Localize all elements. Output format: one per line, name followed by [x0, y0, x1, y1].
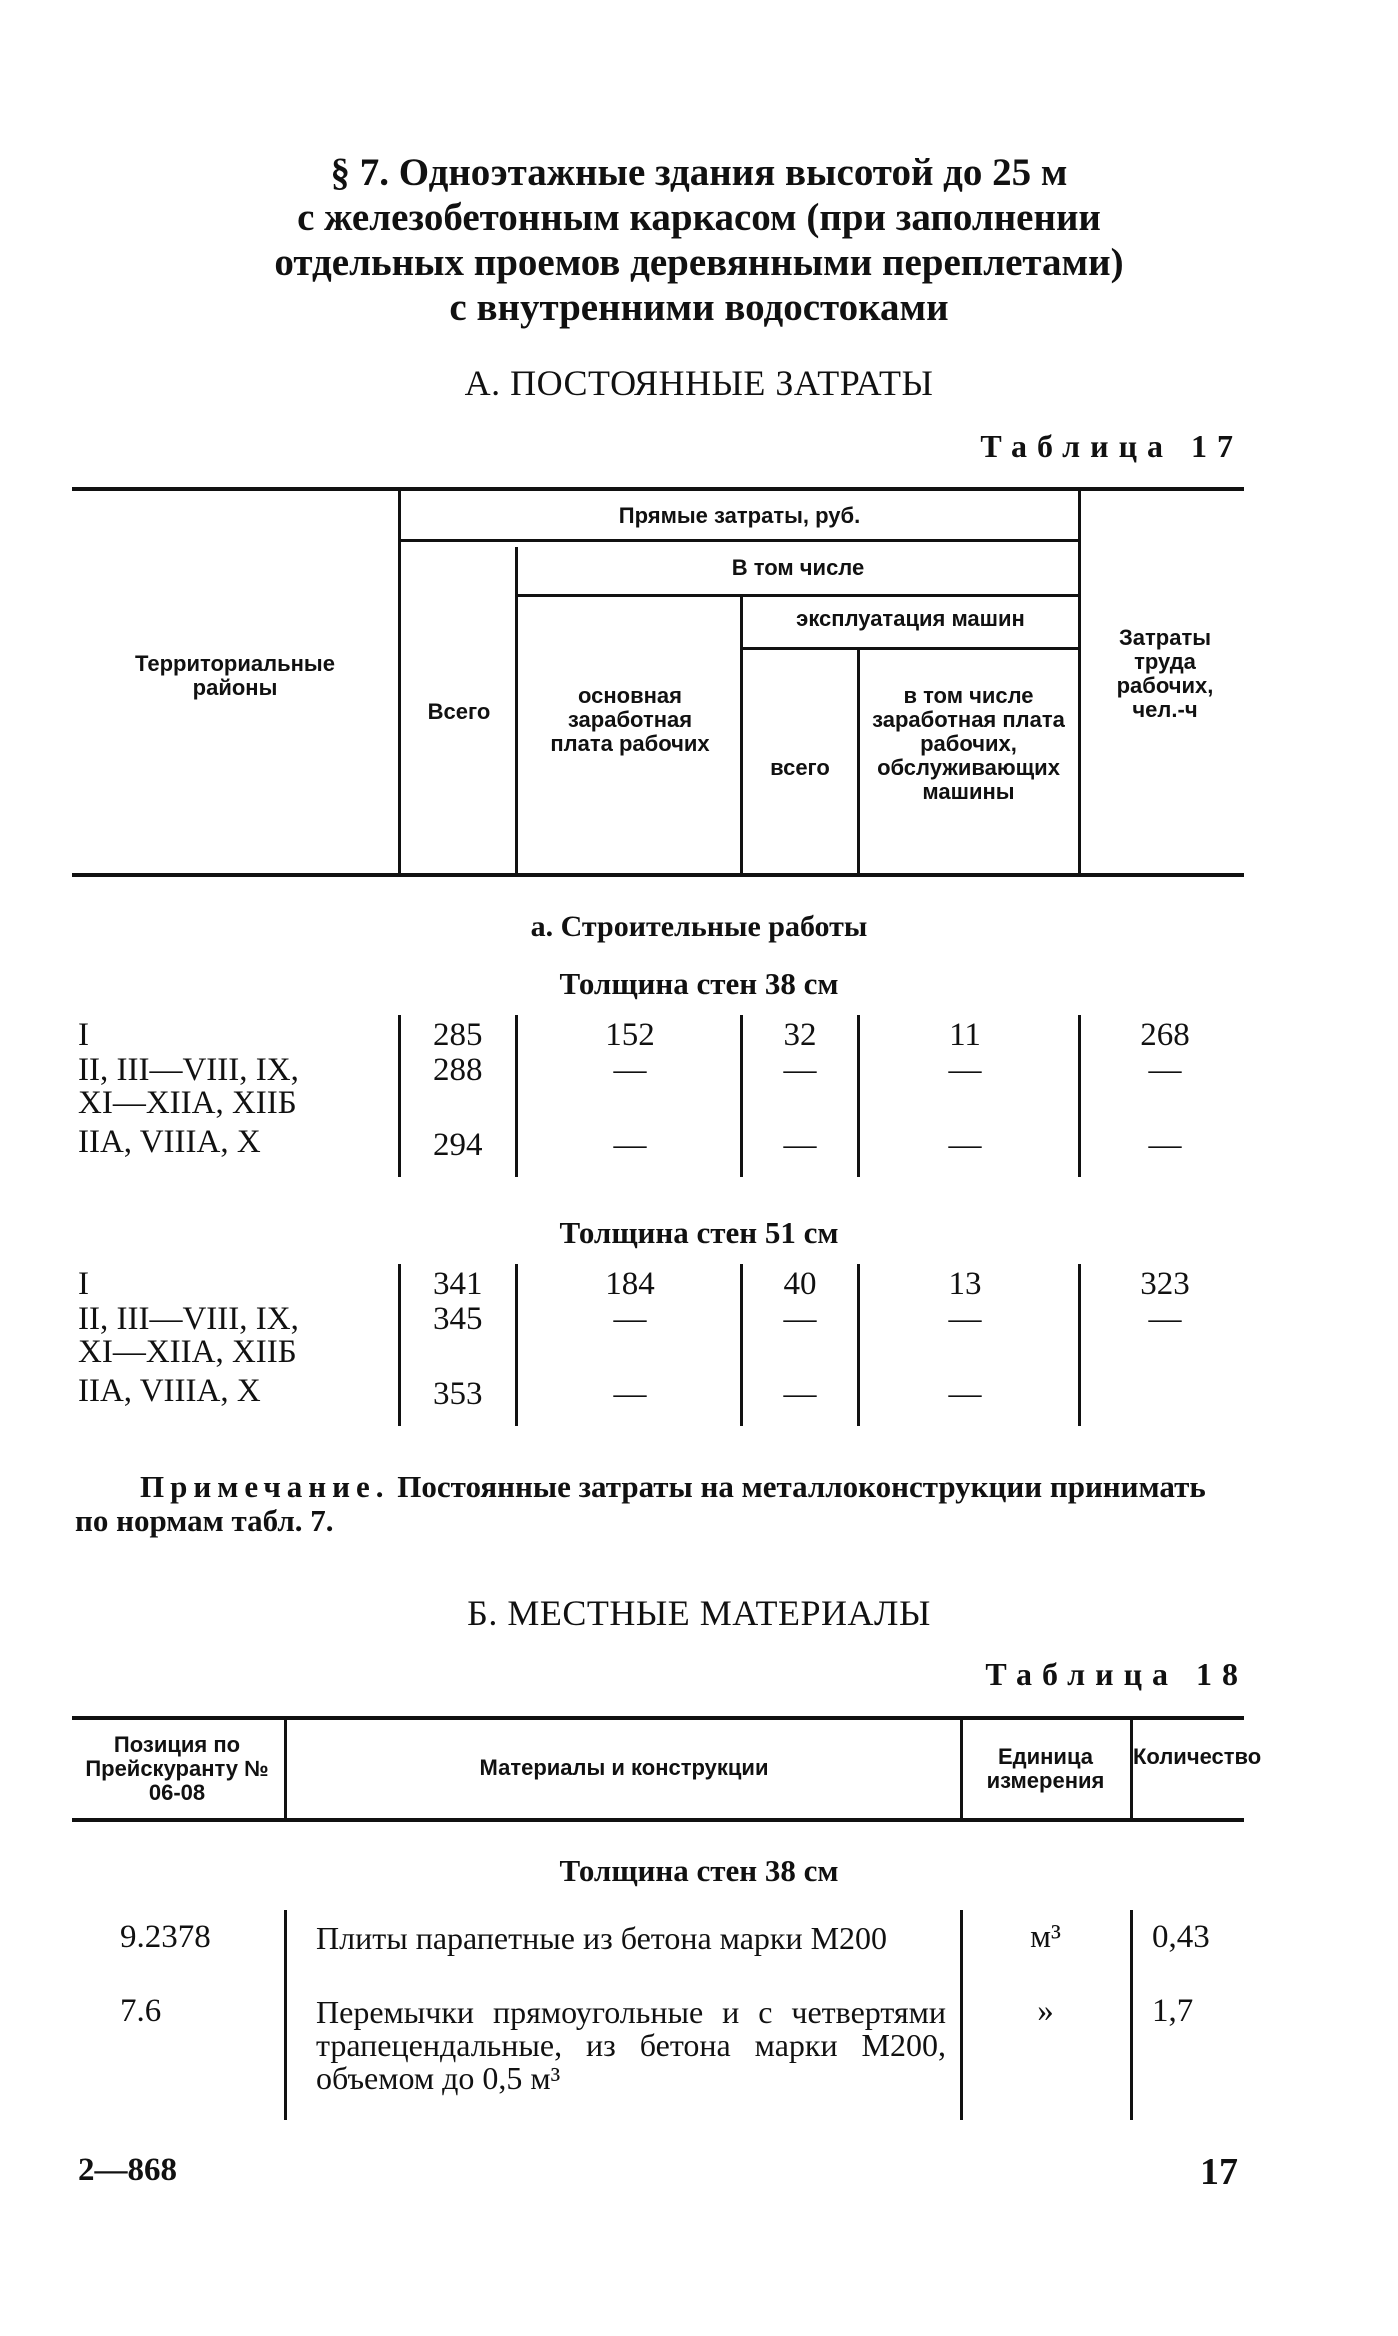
group-2-thickness: Толщина стен 51 см: [559, 1215, 839, 1250]
header-divider: [284, 1720, 287, 1818]
column-divider: [398, 1015, 401, 1177]
signature-mark: 2—868: [78, 2152, 177, 2188]
labor-cell: —: [1148, 1052, 1182, 1088]
total-cell: 294: [433, 1127, 483, 1163]
region-cell: II, III—VIII, IX,: [78, 1301, 299, 1337]
group-1-thickness: Толщина стен 38 см: [559, 966, 839, 1001]
machine-wages-cell: —: [948, 1127, 982, 1163]
total-cell: 285: [433, 1017, 483, 1053]
header-divider: [1130, 1720, 1133, 1818]
labor-cell: 323: [1140, 1266, 1190, 1302]
header-bottom-rule: [72, 1818, 1244, 1822]
header-divider: [518, 594, 1078, 597]
labor-cell: —: [1148, 1127, 1182, 1163]
page-number: 17: [1200, 2151, 1238, 2193]
machine-wages-cell: 13: [948, 1266, 982, 1302]
table-18-thickness: Толщина стен 38 см: [559, 1853, 839, 1888]
region-cell: IIA, VIIIA, X: [78, 1124, 261, 1160]
column-divider: [515, 1264, 518, 1426]
column-divider: [857, 1015, 860, 1177]
wages-cell: —: [613, 1052, 647, 1088]
wages-cell: 184: [605, 1266, 655, 1302]
table-top-rule: [72, 1716, 1244, 1720]
machine-wages-cell: 11: [949, 1017, 981, 1053]
note-label: Примечание.: [140, 1469, 390, 1504]
wages-cell: —: [613, 1376, 647, 1412]
header-bottom-rule: [72, 873, 1244, 877]
heading-line-1: § 7. Одноэтажные здания высотой до 25 м: [330, 151, 1068, 194]
table-top-rule: [72, 487, 1244, 491]
header-machine-wages: в том числе заработная плата рабочих, обслуживающих машины: [872, 683, 1065, 804]
column-divider: [1130, 1910, 1133, 2120]
machines-cell: —: [783, 1301, 817, 1337]
column-divider: [740, 1264, 743, 1426]
quantity-cell: 0,43: [1152, 1919, 1210, 1955]
column-divider: [398, 1264, 401, 1426]
header-machine-operation: эксплуатация машин: [796, 606, 1025, 631]
section-b-title: Б. МЕСТНЫЕ МАТЕРИАЛЫ: [467, 1593, 931, 1633]
section-a-title: А. ПОСТОЯННЫЕ ЗАТРАТЫ: [464, 363, 934, 403]
header-total: Всего: [427, 699, 491, 724]
region-cell: I: [78, 1017, 89, 1053]
wages-cell: —: [613, 1301, 647, 1337]
heading-line-2: с железобетонным каркасом (при заполнении: [297, 196, 1101, 239]
heading-line-4: с внутренними водостоками: [449, 286, 949, 329]
column-divider: [740, 1015, 743, 1177]
header-including: В том числе: [731, 555, 865, 580]
table-17-label: Таблица 17: [980, 428, 1243, 464]
material-cell: Перемычки прямоугольные и с четвертями трапецендальные, из бетона марки М200, объемом до 0,5 м³: [316, 1994, 946, 2096]
machines-cell: —: [783, 1052, 817, 1088]
machines-cell: 40: [783, 1266, 817, 1302]
header-divider: [398, 491, 401, 873]
total-cell: 288: [433, 1052, 483, 1088]
header-divider: [1078, 491, 1081, 873]
header-divider: [743, 647, 1078, 650]
header-quantity: Количество: [1133, 1744, 1262, 1769]
machine-wages-cell: —: [948, 1301, 982, 1337]
chapter-heading: [0, 150, 1398, 330]
unit-cell: »: [1037, 1993, 1054, 2029]
note-text: Постоянные затраты на металлоконструкции принимать по нормам табл. 7.: [75, 1469, 1206, 1538]
header-machine-total: всего: [770, 755, 830, 780]
labor-cell: —: [1148, 1301, 1182, 1337]
region-cell: II, III—VIII, IX,: [78, 1052, 299, 1088]
total-cell: 341: [433, 1266, 483, 1302]
header-base-wages: основная заработная плата рабочих: [550, 683, 710, 756]
subsection-title: а. Строительные работы: [530, 910, 868, 943]
table-17-note: [75, 1470, 1243, 1538]
quantity-cell: 1,7: [1152, 1993, 1194, 2029]
header-divider: [857, 650, 860, 873]
header-divider: [401, 539, 1078, 542]
total-cell: 345: [433, 1301, 483, 1337]
machine-wages-cell: —: [948, 1052, 982, 1088]
total-cell: 353: [433, 1376, 483, 1412]
position-cell: 7.6: [120, 1993, 162, 2029]
position-cell: 9.2378: [120, 1919, 211, 1955]
region-cell: IIA, VIIIA, X: [78, 1373, 261, 1409]
header-divider: [740, 597, 743, 873]
column-divider: [515, 1015, 518, 1177]
unit-cell: м³: [1030, 1919, 1061, 1955]
wages-cell: 152: [605, 1017, 655, 1053]
column-divider: [857, 1264, 860, 1426]
machines-cell: —: [783, 1127, 817, 1163]
machines-cell: —: [783, 1376, 817, 1412]
column-divider: [1078, 1015, 1081, 1177]
material-cell: Плиты парапетные из бетона марки М200: [316, 1920, 888, 1956]
column-divider: [1078, 1264, 1081, 1426]
machines-cell: 32: [783, 1017, 817, 1053]
labor-cell: 268: [1140, 1017, 1190, 1053]
header-regions: Территориальные районы: [135, 651, 335, 700]
header-labor: Затраты труда рабочих, чел.-ч: [1116, 625, 1214, 722]
wages-cell: —: [613, 1127, 647, 1163]
region-cell-continued: XI—XIIA, XIIБ: [78, 1334, 297, 1370]
region-cell: I: [78, 1266, 89, 1302]
region-cell-continued: XI—XIIA, XIIБ: [78, 1085, 297, 1121]
header-direct-costs: Прямые затраты, руб.: [618, 503, 861, 528]
header-position: Позиция по Прейскуранту № 06-08: [85, 1732, 269, 1805]
column-divider: [284, 1910, 287, 2120]
table-18-label: Таблица 18: [985, 1656, 1248, 1692]
header-unit: Единица измерения: [986, 1744, 1105, 1793]
header-materials: Материалы и конструкции: [479, 1755, 769, 1780]
heading-line-3: отдельных проемов деревянными переплетами): [274, 241, 1124, 284]
machine-wages-cell: —: [948, 1376, 982, 1412]
